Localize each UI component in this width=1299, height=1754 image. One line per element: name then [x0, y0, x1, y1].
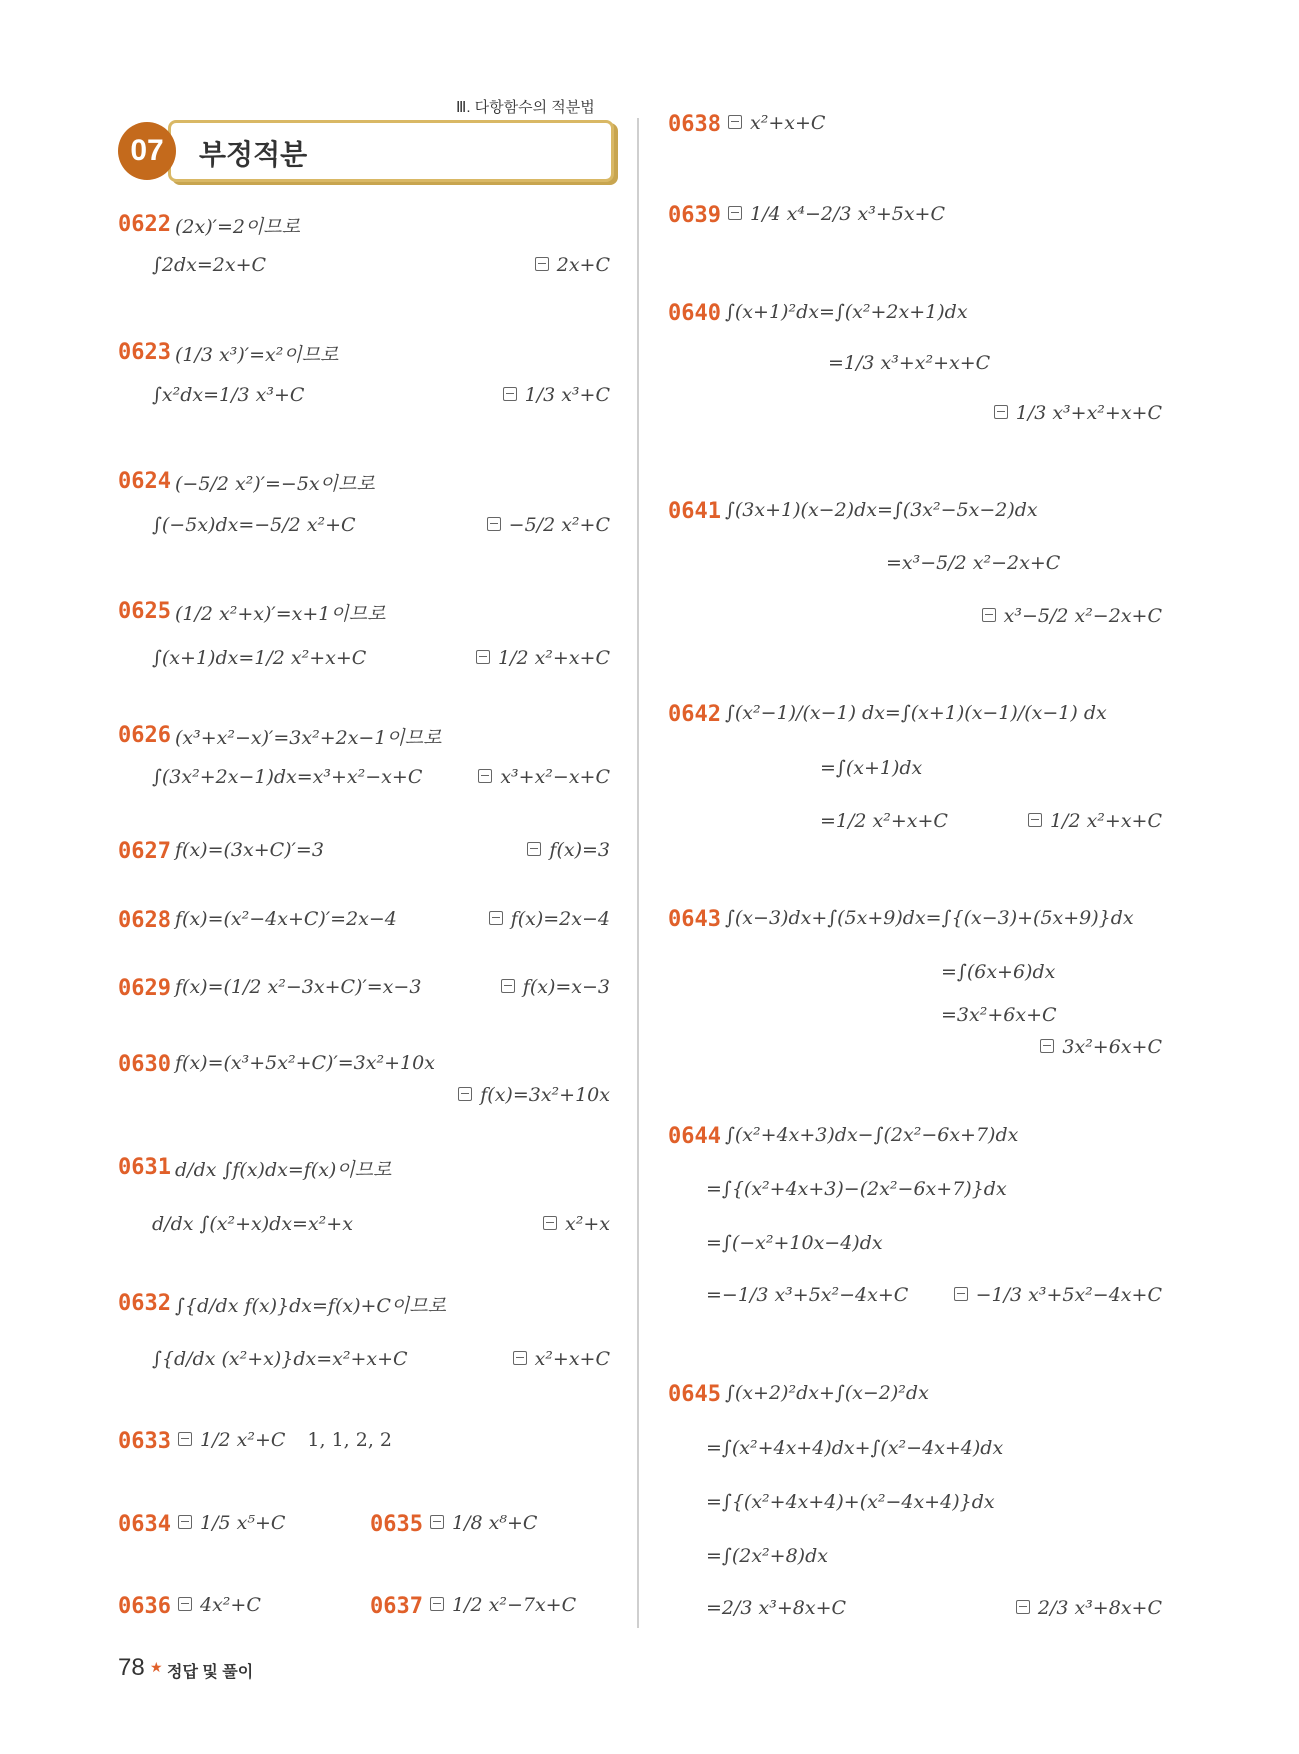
- answer-text: 2/3 x³+8x+C: [1037, 1597, 1162, 1619]
- answer-mark-icon: [503, 387, 517, 401]
- answer-text: f(x)=3x²+10x: [480, 1084, 610, 1106]
- answer: [1040, 1036, 1162, 1058]
- answer: [982, 605, 1162, 627]
- answer: [489, 908, 610, 930]
- solution-line: ∫(x+1)²dx=∫(x²+2x+1)dx: [725, 301, 968, 323]
- answer-mark-icon: [982, 608, 996, 622]
- answer: [501, 976, 610, 998]
- answer: [994, 402, 1162, 424]
- page-number: 78: [118, 1654, 145, 1681]
- answer-text: f(x)=x−3: [522, 976, 610, 998]
- problem-number: 0642: [668, 702, 721, 727]
- solution-line: ∫2dx=2x+C: [152, 254, 267, 276]
- answer: [503, 384, 610, 406]
- answer-text: 1/3 x³+x²+x+C: [1015, 402, 1162, 424]
- unit-label: Ⅲ. 다항함수의 적분법: [456, 99, 595, 116]
- answer-text: 1/5 x⁵+C: [200, 1512, 286, 1534]
- section-title-bar: [168, 120, 614, 182]
- answer-text: 4x²+C: [200, 1594, 261, 1616]
- answer-text: x²+x+C: [534, 1348, 610, 1370]
- solution-line: (x³+x²−x)′=3x²+2x−1이므로: [175, 727, 442, 749]
- short-answer: [430, 1512, 537, 1534]
- answer-mark-icon: [487, 517, 501, 531]
- problem-number: 0631: [118, 1155, 171, 1180]
- problem-number: 0626: [118, 723, 171, 748]
- problem-number: 0644: [668, 1124, 721, 1149]
- answer-text: x²+x: [565, 1213, 610, 1235]
- answer: [458, 1084, 610, 1106]
- solution-line: ∫(x²+4x+3)dx−∫(2x²−6x+7)dx: [725, 1124, 1019, 1146]
- problem-number: 0635: [370, 1512, 423, 1537]
- answer-text: x³+x²−x+C: [500, 766, 610, 788]
- solution-line: (1/2 x²+x)′=x+1이므로: [175, 603, 386, 625]
- answer-mark-icon: [954, 1287, 968, 1301]
- solution-line: (−5/2 x²)′=−5x이므로: [175, 473, 375, 495]
- problem-number: 0639: [668, 203, 721, 228]
- answer-mark-icon: [178, 1515, 192, 1529]
- answer: [513, 1348, 610, 1370]
- answer-mark-icon: [430, 1597, 444, 1611]
- solution-line: =3x²+6x+C: [941, 1004, 1057, 1026]
- answer-mark-icon: [458, 1087, 472, 1101]
- short-answer: [178, 1512, 285, 1534]
- star-icon: ★: [150, 1660, 163, 1676]
- answer-text: 1/3 x³+C: [524, 384, 610, 406]
- solution-line: (1/3 x³)′=x²이므로: [175, 344, 339, 366]
- solution-line: ∫(x²−1)/(x−1) dx=∫(x+1)(x−1)/(x−1) dx: [725, 702, 1107, 724]
- problem-number: 0643: [668, 907, 721, 932]
- problem-number: 0645: [668, 1382, 721, 1407]
- section-title: 부정적분: [199, 139, 308, 170]
- answer-text: 1/4 x⁴−2/3 x³+5x+C: [750, 203, 946, 225]
- answer-text: −5/2 x²+C: [508, 514, 610, 536]
- problem-number: 0641: [668, 499, 721, 524]
- answer-text: −1/3 x³+5x²−4x+C: [975, 1284, 1162, 1306]
- solution-line: =∫(−x²+10x−4)dx: [706, 1232, 883, 1254]
- short-answer: [728, 203, 945, 225]
- solution-line: =∫(2x²+8)dx: [706, 1545, 828, 1567]
- solution-line: =∫(x²+4x+4)dx+∫(x²−4x+4)dx: [706, 1437, 1004, 1459]
- solution-line: ∫{d/dx f(x)}dx=f(x)+C이므로: [175, 1295, 447, 1317]
- problem-number: 0627: [118, 839, 171, 864]
- answer-mark-icon: [728, 115, 742, 129]
- answer-mark-icon: [478, 769, 492, 783]
- solution-line: f(x)=(1/2 x²−3x+C)′=x−3: [175, 976, 422, 998]
- answer-text: 1/2 x²+x+C: [1049, 810, 1162, 832]
- solution-line: ∫{d/dx (x²+x)}dx=x²+x+C: [152, 1348, 408, 1370]
- solution-line: ∫(3x+1)(x−2)dx=∫(3x²−5x−2)dx: [725, 499, 1038, 521]
- answer: [478, 766, 610, 788]
- answer: [535, 254, 610, 276]
- solution-line: ∫x²dx=1/3 x³+C: [152, 384, 305, 406]
- solution-line: d/dx ∫(x²+x)dx=x²+x: [152, 1213, 353, 1235]
- answer: [954, 1284, 1162, 1306]
- answer-text: f(x)=2x−4: [510, 908, 610, 930]
- solution-line: =1/2 x²+x+C: [820, 810, 948, 832]
- short-answer: [728, 112, 825, 134]
- solution-line: =∫(6x+6)dx: [941, 961, 1056, 983]
- problem-number: 0637: [370, 1594, 423, 1619]
- solution-line: ∫(x+2)²dx+∫(x−2)²dx: [725, 1382, 929, 1404]
- solution-line: ∫(x+1)dx=1/2 x²+x+C: [152, 647, 367, 669]
- blank-answers: 1, 1, 2, 2: [307, 1429, 393, 1451]
- answer-mark-icon: [430, 1515, 444, 1529]
- answer-mark-icon: [535, 257, 549, 271]
- problem-number: 0638: [668, 112, 721, 137]
- answer-text: 1/2 x²+x+C: [497, 647, 610, 669]
- solution-line: ∫(x−3)dx+∫(5x+9)dx=∫{(x−3)+(5x+9)}dx: [725, 907, 1134, 929]
- problem-number: 0630: [118, 1052, 171, 1077]
- answer-text: x²+x+C: [750, 112, 826, 134]
- answer-mark-icon: [543, 1216, 557, 1230]
- solution-line: =−1/3 x³+5x²−4x+C: [706, 1284, 909, 1306]
- answer-text: 3x²+6x+C: [1062, 1036, 1162, 1058]
- answer-mark-icon: [513, 1351, 527, 1365]
- solution-line: (2x)′=2이므로: [175, 216, 301, 238]
- answer-text: 1/2 x²−7x+C: [452, 1594, 577, 1616]
- solution-line: f(x)=(x²−4x+C)′=2x−4: [175, 908, 397, 930]
- problem-number: 0640: [668, 301, 721, 326]
- short-answer: [430, 1594, 576, 1616]
- footer-label: 정답 및 풀이: [167, 1664, 254, 1681]
- answer-text: f(x)=3: [549, 839, 610, 861]
- answer-mark-icon: [1016, 1600, 1030, 1614]
- answer-mark-icon: [178, 1597, 192, 1611]
- answer-mark-icon: [489, 911, 503, 925]
- answer: [543, 1213, 610, 1235]
- answer-text: 1/8 x⁸+C: [452, 1512, 538, 1534]
- answer: [527, 839, 610, 861]
- solution-line: f(x)=(3x+C)′=3: [175, 839, 324, 861]
- solution-line: =∫{(x²+4x+3)−(2x²−6x+7)}dx: [706, 1178, 1007, 1200]
- solution-line: =∫{(x²+4x+4)+(x²−4x+4)}dx: [706, 1491, 995, 1513]
- problem-number: 0622: [118, 212, 171, 237]
- problem-number: 0624: [118, 469, 171, 494]
- problem-number: 0633: [118, 1429, 171, 1454]
- problem-number: 0632: [118, 1291, 171, 1316]
- solution-line: =1/3 x³+x²+x+C: [828, 352, 991, 374]
- problem-number: 0623: [118, 340, 171, 365]
- answer-mark-icon: [994, 405, 1008, 419]
- answer-mark-icon: [178, 1432, 192, 1446]
- solution-line: =∫(x+1)dx: [820, 757, 923, 779]
- solution-line: =2/3 x³+8x+C: [706, 1597, 847, 1619]
- solution-line: ∫(−5x)dx=−5/2 x²+C: [152, 514, 356, 536]
- answer-text: 1/2 x²+C: [200, 1429, 286, 1451]
- answer: [476, 647, 610, 669]
- section-number-badge: 07: [118, 122, 176, 180]
- problem-number: 0629: [118, 976, 171, 1001]
- short-answer: [178, 1429, 392, 1451]
- answer: [1016, 1597, 1162, 1619]
- problem-number: 0634: [118, 1512, 171, 1537]
- answer-mark-icon: [527, 842, 541, 856]
- answer-mark-icon: [1040, 1039, 1054, 1053]
- answer: [487, 514, 610, 536]
- answer-text: 2x+C: [556, 254, 610, 276]
- short-answer: [178, 1594, 261, 1616]
- solution-line: ∫(3x²+2x−1)dx=x³+x²−x+C: [152, 766, 423, 788]
- solution-line: d/dx ∫f(x)dx=f(x)이므로: [175, 1159, 392, 1181]
- solution-line: =x³−5/2 x²−2x+C: [886, 552, 1061, 574]
- answer-mark-icon: [476, 650, 490, 664]
- answer-mark-icon: [1028, 813, 1042, 827]
- solution-line: f(x)=(x³+5x²+C)′=3x²+10x: [175, 1052, 435, 1074]
- answer-mark-icon: [501, 979, 515, 993]
- answer-text: x³−5/2 x²−2x+C: [1003, 605, 1162, 627]
- problem-number: 0628: [118, 908, 171, 933]
- column-divider: [637, 118, 639, 1628]
- problem-number: 0625: [118, 599, 171, 624]
- answer: [1028, 810, 1162, 832]
- problem-number: 0636: [118, 1594, 171, 1619]
- answer-mark-icon: [728, 206, 742, 220]
